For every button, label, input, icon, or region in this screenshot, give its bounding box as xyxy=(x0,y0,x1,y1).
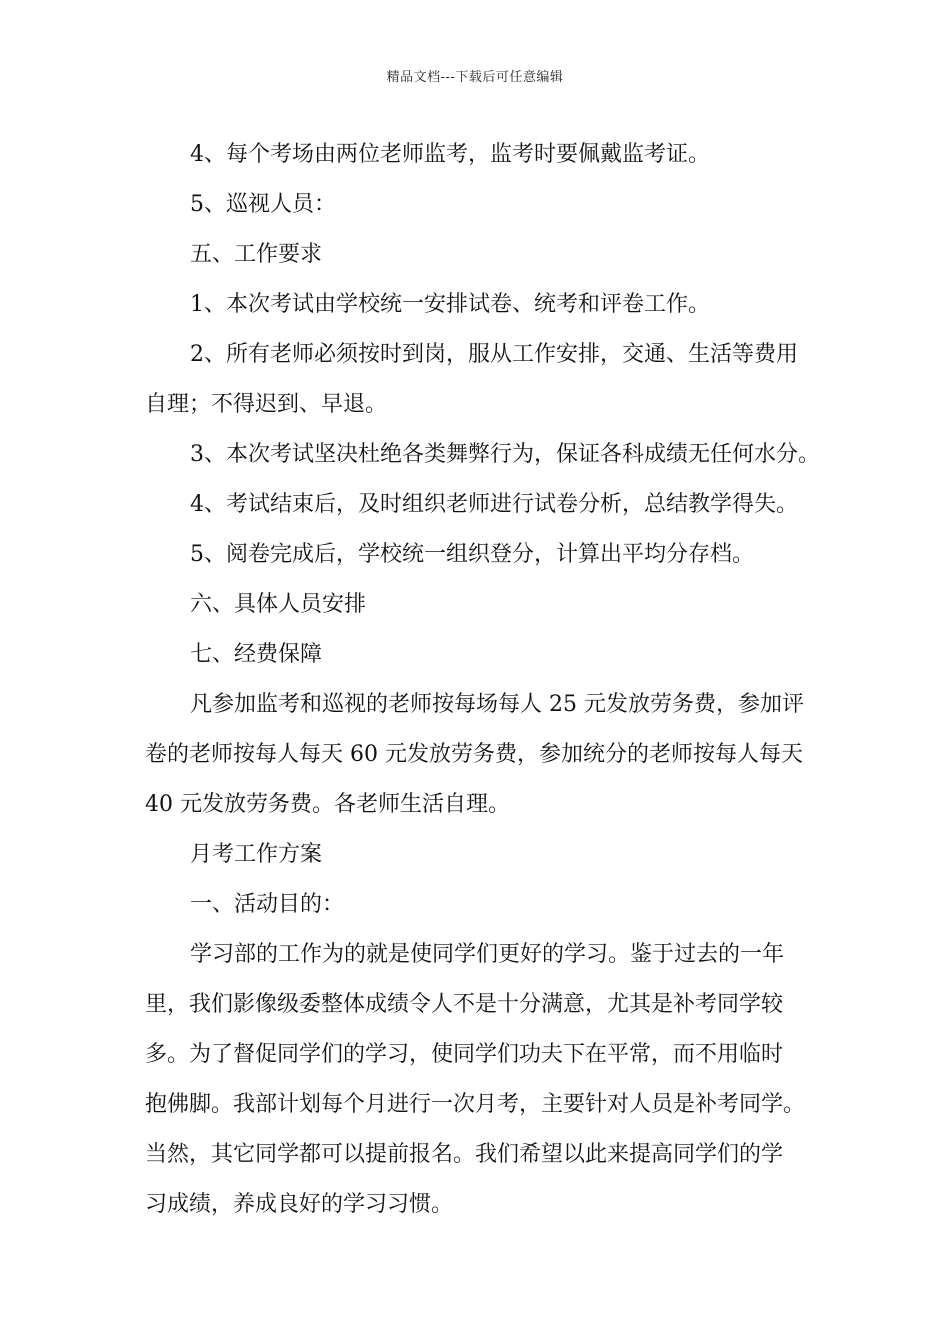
page-header: 精品文档---下载后可任意编辑 xyxy=(386,70,564,85)
line-funding-2: 卷的老师按每人每天 60 元发放劳务费，参加统分的老师按每人每天 xyxy=(145,742,803,767)
title-monthly-exam-plan: 月考工作方案 xyxy=(190,842,323,867)
line-patrol-staff: 5、巡视人员： xyxy=(190,192,336,217)
line-funding-3: 40 元发放劳务费。各老师生活自理。 xyxy=(145,792,510,817)
line-purpose-1: 学习部的工作为的就是使同学们更好的学习。鉴于过去的一年 xyxy=(190,942,785,967)
document-body xyxy=(145,130,820,1230)
line-funding-1: 凡参加监考和巡视的老师按每场每人 25 元发放劳务费，参加评 xyxy=(190,692,804,717)
line-purpose-6: 习成绩，养成良好的学习习惯。 xyxy=(145,1192,454,1217)
line-requirement-5: 5、阅卷完成后，学校统一组织登分，计算出平均分存档。 xyxy=(190,542,754,567)
line-requirement-4: 4、考试结束后，及时组织老师进行试卷分析，总结教学得失。 xyxy=(190,492,798,517)
line-requirement-1: 1、本次考试由学校统一安排试卷、统考和评卷工作。 xyxy=(190,292,710,317)
section-heading-activity-purpose: 一、活动目的： xyxy=(190,892,345,917)
line-exam-proctor: 4、每个考场由两位老师监考，监考时要佩戴监考证。 xyxy=(190,142,710,167)
line-requirement-3: 3、本次考试坚决杜绝各类舞弊行为，保证各科成绩无任何水分。 xyxy=(190,442,820,467)
line-requirement-2: 2、所有老师必须按时到岗，服从工作安排，交通、生活等费用 xyxy=(190,342,798,367)
section-heading-staff-arrangement: 六、具体人员安排 xyxy=(190,592,367,617)
section-heading-work-requirements: 五、工作要求 xyxy=(190,242,323,267)
line-purpose-2: 里，我们影像级委整体成绩令人不是十分满意，尤其是补考同学较 xyxy=(145,992,784,1017)
line-purpose-3: 多。为了督促同学们的学习，使同学们功夫下在平常，而不用临时 xyxy=(145,1042,784,1067)
line-purpose-4: 抱佛脚。我部计划每个月进行一次月考，主要针对人员是补考同学。 xyxy=(145,1092,806,1117)
line-purpose-5: 当然，其它同学都可以提前报名。我们希望以此来提高同学们的学 xyxy=(145,1142,784,1167)
section-heading-funding: 七、经费保障 xyxy=(190,642,323,667)
line-requirement-2-cont: 自理；不得迟到、早退。 xyxy=(145,392,388,417)
